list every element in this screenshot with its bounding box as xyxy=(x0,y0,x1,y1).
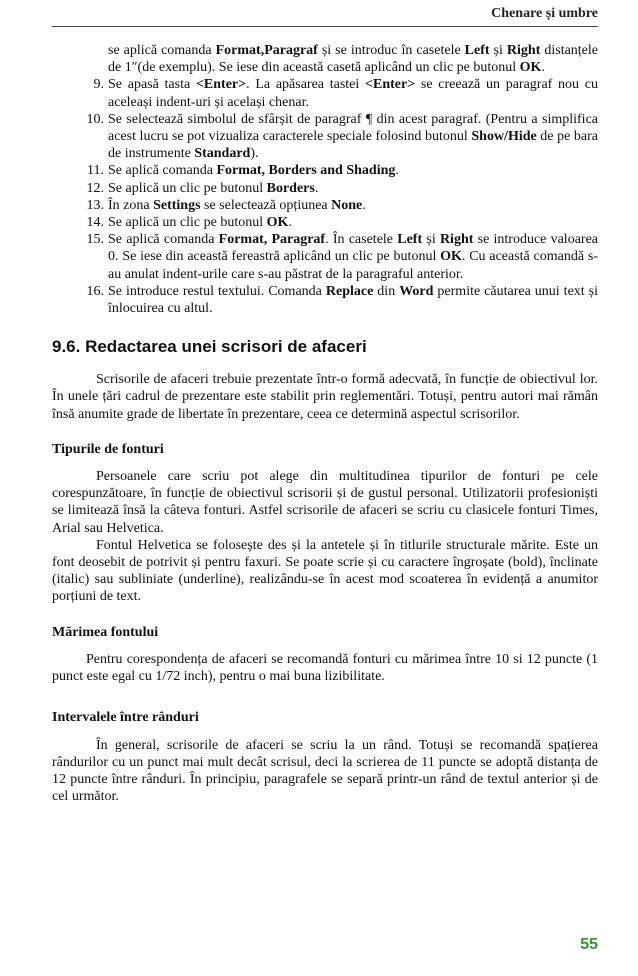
fonts-paragraph-1: Persoanele care scriu pot alege din multitudinea tipurilor de fonturi pe cele corespunzătoare, în funcție de obiectivul scrisorii și de gustul personal. Utilizatorii profesioniști se limitează însă la câteva fonturi. Astfel scrisorile de afaceri se scriu cu clasicele fonturi Times, Arial sau Helvetica. xyxy=(52,469,598,536)
text-run: Se aplică comanda xyxy=(108,163,217,179)
list-item-13 xyxy=(52,197,598,214)
text-run: Se selectează simbolul de sfârșit de paragraf ¶ din acest paragraf. (Pentru a simplifica acest lucru se pot vizualiza caracterele speciale folosind butonul xyxy=(108,111,598,145)
item-number: 16. xyxy=(86,283,104,299)
list-item-15 xyxy=(52,231,598,283)
text-run: și se introduc în casetele xyxy=(317,43,465,58)
item-number: 14. xyxy=(86,215,104,231)
fonts-paragraph-2: Fontul Helvetica se folosește des și la antetele și în titlurile structurale mărite. Este un font deosebit de potrivit și pentru faxuri. Se poate scrie și cu caractere îngroșate (bold), înclinate (italic) sau subliniate (underline), realizându-se în acest mod scoaterea în evidență a anumitor porțiuni de text. xyxy=(52,537,598,605)
bold-term: <Enter> xyxy=(195,77,247,93)
section-heading: 9.6. Redactarea unei scrisori de afaceri xyxy=(52,337,367,357)
bold-term: Right xyxy=(506,43,541,58)
item-number: 12. xyxy=(86,180,104,196)
text-run: În zona xyxy=(108,197,154,213)
steps-list xyxy=(52,76,598,317)
text-run: . xyxy=(362,197,366,213)
text-run: se selectează opțiunea xyxy=(200,197,332,213)
font-size-paragraph: Pentru corespondența de afaceri se recomandă fonturi cu mărimea între 10 si 12 puncte (1 punct este egal cu 1/72 inch), pentru o mai buna lizibilitate. xyxy=(52,651,598,685)
line-spacing-paragraph: În general, scrisorile de afaceri se scriu la un rând. Totuși se recomandă spațierea rândurilor cu un punct mai mult decât scrisul, deci la scrierea de 11 puncte se adoptă distanța de 12 puncte între rânduri. În principiu, paragrafele se separă printr-un rând de textul anterior și de cel următor. xyxy=(52,737,598,805)
list-continuation xyxy=(52,42,598,76)
text-run: . xyxy=(541,60,545,76)
bold-term: Left xyxy=(397,232,423,248)
text-run: se aplică comanda xyxy=(108,43,216,58)
bold-term: Settings xyxy=(153,197,201,213)
section-intro-paragraph: Scrisorile de afaceri trebuie prezentate într-o formă adecvată, în funcție de obiectivul lor. În unele țări cadrul de prezentare este stabilit prin reglementări. Totuși, pentru autori mai rămân însă anumite grade de libertate în prezentare, ceea ce determină aspectul scrisorilor. xyxy=(52,372,598,422)
bold-term: Standard xyxy=(194,146,251,162)
list-item-14 xyxy=(52,214,598,231)
text-run: Se aplică un clic pe butonul xyxy=(108,215,267,231)
bold-term: OK xyxy=(266,215,289,231)
item-number: 10. xyxy=(86,111,104,127)
text-run: . xyxy=(395,163,399,179)
text-run: . Cu această comandă s-au anulat indent-urile care s-au păstrat de la paragraful anterior. xyxy=(108,249,598,282)
bold-term: Right xyxy=(439,232,474,248)
text-run: . xyxy=(314,180,319,196)
bold-term: None xyxy=(331,197,363,213)
bold-term: Borders xyxy=(266,180,315,196)
text-run: Se introduce restul textului. Comanda xyxy=(108,283,326,299)
bold-term: <Enter> xyxy=(365,77,416,93)
fonts-subheading: Tipurile de fonturi xyxy=(52,441,164,457)
text-run: . La apăsarea tastei xyxy=(246,77,366,93)
text-run: . În casetele xyxy=(325,232,398,248)
text-run: de pe bara de instrumente xyxy=(108,129,598,162)
bold-term: OK xyxy=(440,249,462,265)
list-item-16 xyxy=(52,283,598,317)
list-item-10 xyxy=(52,111,598,163)
item-number: 13. xyxy=(86,197,104,213)
list-item-11 xyxy=(52,162,598,179)
bold-term: Left xyxy=(464,43,490,58)
bold-term: Replace xyxy=(325,283,374,299)
bold-term: Format, Borders and Shading xyxy=(216,163,396,179)
text-run: și xyxy=(489,43,507,58)
text-run: . xyxy=(288,215,292,231)
text-run: și xyxy=(422,232,440,248)
line-spacing-subheading: Intervalele între rânduri xyxy=(52,710,199,726)
item-number: 11. xyxy=(87,163,104,179)
font-size-subheading: Mărimea fontului xyxy=(52,624,159,640)
text-run: permite căutarea unui text și înlocuirea cu altul. xyxy=(108,283,599,317)
running-header: Chenare și umbre xyxy=(491,6,598,21)
text-run: Se aplică un clic pe butonul xyxy=(108,180,267,196)
bold-term: Show/Hide xyxy=(471,129,537,145)
text-run: din xyxy=(373,283,400,299)
item-number: 15. xyxy=(86,232,104,248)
page-number: 55 xyxy=(580,936,598,953)
text-run: ). xyxy=(250,146,259,162)
list-item-9 xyxy=(52,76,598,110)
text-run: Se apasă tasta xyxy=(108,77,196,93)
item-number: 9. xyxy=(93,77,104,93)
bold-term: Format, Paragraf xyxy=(218,232,326,248)
bold-term: OK xyxy=(519,60,542,76)
text-run: Se aplică comanda xyxy=(108,232,219,248)
text-run: se introduce valoarea 0. Se iese din această fereastră aplicând un clic pe butonul xyxy=(108,232,599,265)
text-run: se creează un paragraf nou cu aceleași indent-uri și același chenar. xyxy=(108,77,598,110)
bold-term: Format,Paragraf xyxy=(215,43,318,58)
page-content xyxy=(52,42,598,805)
text-run: distanțele de 1″(de exemplu). Se iese din această casetă aplicând un clic pe butonul xyxy=(108,43,599,76)
header-rule xyxy=(52,26,598,27)
bold-term: Word xyxy=(399,283,434,299)
list-item-12 xyxy=(52,180,598,197)
